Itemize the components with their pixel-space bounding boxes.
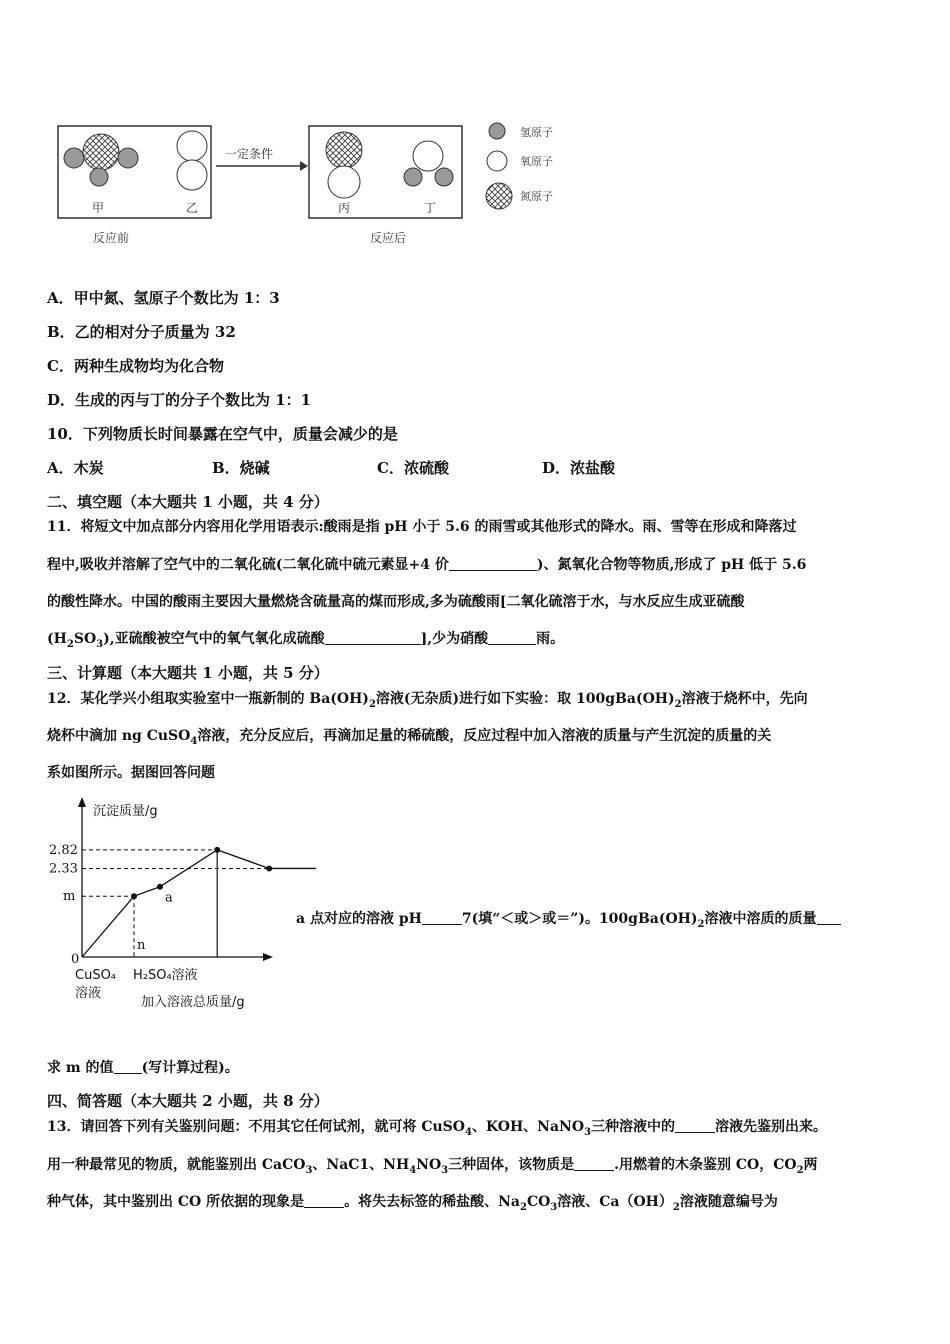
legend-h-label: 氢原子 <box>520 126 553 139</box>
section-2-heading: 二、填空题（本大题共 1 小题，共 4 分） <box>47 493 329 511</box>
q12-last-b: (写计算过程)。 <box>141 1060 239 1076</box>
q12-line-1 <box>47 688 808 710</box>
q13-l2c: NO <box>416 1157 442 1173</box>
sub: 4 <box>464 1126 472 1138</box>
reaction-diagram <box>0 0 600 260</box>
q11-line-2 <box>47 554 806 574</box>
y-axis-arrow-icon <box>78 797 86 807</box>
q10-option-c: C．浓硫酸 <box>377 459 449 477</box>
q13-l3e: 溶液随意编号为 <box>679 1194 778 1210</box>
answer-blank[interactable] <box>325 630 421 645</box>
q12-side-a: a 点对应的溶液 pH <box>296 911 422 927</box>
x-axis-arrow-icon <box>263 953 273 961</box>
sub: 2 <box>796 1164 804 1176</box>
sub: 2 <box>674 698 682 710</box>
o-atom-icon <box>413 141 443 171</box>
q13-l3c: CO <box>526 1194 551 1210</box>
q12-side-text <box>296 908 841 930</box>
sub: 2 <box>66 638 74 650</box>
legend-h-icon <box>489 123 505 139</box>
q11-l4d: ],少为硝酸 <box>420 631 489 647</box>
q12-side-c: 溶液中溶质的质量 <box>704 911 817 927</box>
answer-blank[interactable] <box>114 1059 142 1074</box>
sub: 3 <box>584 1126 591 1138</box>
q12-l2b: 溶液，充分反应后，再滴加足量的稀硫酸，反应过程中加入溶液的质量与产生沉淀的质量的关 <box>197 728 772 744</box>
n-atom-icon <box>326 132 362 168</box>
n-atom-icon <box>83 134 119 170</box>
answer-blank[interactable] <box>675 1118 715 1133</box>
q11-line-4 <box>47 628 564 650</box>
answer-blank[interactable] <box>449 556 537 571</box>
q13-l1a: 13．请回答下列有关鉴别问题：不用其它任何试剂，就可将 CuSO <box>47 1119 465 1135</box>
q12-line-3: 系如图所示。据图回答问题 <box>47 765 215 781</box>
series-line <box>82 850 316 957</box>
q11-l4b: SO <box>73 631 97 647</box>
data-point <box>266 865 272 871</box>
section-4-heading: 四、简答题（本大题共 2 小题，共 8 分） <box>47 1092 329 1110</box>
answer-blank[interactable] <box>574 1156 614 1171</box>
label-bing: 丙 <box>338 201 351 215</box>
sub: 3 <box>96 638 104 650</box>
q12-last-line <box>47 1057 239 1077</box>
sub: 2 <box>672 1201 680 1213</box>
q11-l4a: (H <box>47 631 67 647</box>
q12-line-2 <box>47 725 771 747</box>
h-atom-icon <box>404 168 422 186</box>
q10-option-d: D．浓盐酸 <box>542 459 616 477</box>
q12-l1a: 12．某化学兴小组取实验室中一瓶新制的 Ba(OH) <box>47 691 369 707</box>
legend-n-label: 氮原子 <box>520 190 553 203</box>
region-label-cuso4: CuSO₄ <box>75 968 117 983</box>
q13-line-1 <box>47 1116 827 1138</box>
q13-line-3 <box>47 1191 778 1213</box>
q9-option-a: A．甲中氮、氢原子个数比为 1：3 <box>47 289 280 307</box>
h-atom-icon <box>64 148 84 168</box>
x-mark-label: n <box>137 938 146 953</box>
data-point <box>157 884 163 890</box>
q13-l2f: 两 <box>803 1157 818 1173</box>
point-a-label: a <box>165 890 173 906</box>
o-atom-icon <box>177 160 207 190</box>
o-atom-icon <box>177 131 207 161</box>
y-tick-label: 0 <box>71 952 80 967</box>
q12-side-b: 7(填“＜或＞或＝”)。100gBa(OH) <box>461 911 698 927</box>
y-tick-label: 2.33 <box>49 861 78 877</box>
label-jia: 甲 <box>92 201 105 215</box>
q13-line-2 <box>47 1154 818 1176</box>
y-tick-label: 2.82 <box>49 842 78 858</box>
q10-option-a: A．木炭 <box>47 459 104 477</box>
q9-option-b: B．乙的相对分子质量为 32 <box>47 323 236 341</box>
sub: 2 <box>697 918 705 930</box>
answer-blank[interactable] <box>304 1193 344 1208</box>
caption-after: 反应后 <box>370 231 407 245</box>
label-ding: 丁 <box>424 201 437 215</box>
n-atom-icon <box>328 166 360 198</box>
q13-l2b: 、NaC1、NH <box>312 1157 410 1173</box>
q13-l3d: 溶液、Ca（OH） <box>557 1194 673 1210</box>
h-atom-icon <box>435 168 453 186</box>
q13-l2a: 用一种最常见的物质，就能鉴别出 CaCO <box>47 1157 306 1173</box>
q11-l4c: ),亚硫酸被空气中的氧气氧化成硫酸 <box>103 631 325 647</box>
q12-last: 求 m 的值 <box>47 1060 114 1076</box>
q11-line-1: 11．将短文中加点部分内容用化学用语表示:酸雨是指 pH 小于 5.6 的雨雪或其他形式的降水。雨、雪等在形成和降落过 <box>47 519 797 535</box>
q11-line-2a: 程中,吸收并溶解了空气中的二氧化硫(二氧化硫中硫元素显+4 价 <box>47 557 449 573</box>
h-atom-icon <box>90 168 108 186</box>
q13-l1d: 溶液先鉴别出来。 <box>715 1119 827 1135</box>
y-tick-label: m <box>63 889 76 905</box>
region-label-h2so4: H₂SO₄溶液 <box>133 968 198 983</box>
answer-blank[interactable] <box>488 630 536 645</box>
arrow-label: 一定条件 <box>225 147 274 161</box>
q11-l4e: 雨。 <box>536 631 565 647</box>
answer-blank[interactable] <box>422 910 462 925</box>
answer-blank[interactable] <box>817 910 841 925</box>
q9-option-c: C．两种生成物均为化合物 <box>47 357 224 375</box>
legend-o-icon <box>487 151 507 171</box>
q13-l1c: 三种溶液中的 <box>591 1119 675 1135</box>
legend-o-label: 氧原子 <box>520 155 553 168</box>
q12-l1b: 溶液(无杂质)进行如下实验：取 100gBa(OH) <box>375 691 675 707</box>
sub: 3 <box>305 1164 313 1176</box>
q13-l3b: 。将失去标签的稀盐酸、Na <box>344 1194 520 1210</box>
q10-option-b: B．烧碱 <box>212 459 270 477</box>
sub: 4 <box>190 735 198 747</box>
h-atom-icon <box>118 148 138 168</box>
q13-l1b: 、KOH、NaNO <box>471 1119 585 1135</box>
data-point <box>131 893 137 899</box>
legend-n-icon <box>486 183 512 209</box>
q11-line-2b: )、氮氧化合物等物质,形成了 pH 低于 5.6 <box>536 557 807 573</box>
sub: 3 <box>550 1201 558 1213</box>
sub: 2 <box>519 1201 527 1213</box>
arrow-head-icon <box>300 161 308 171</box>
data-point <box>214 847 220 853</box>
sub: 4 <box>409 1164 417 1176</box>
caption-before: 反应前 <box>93 231 130 245</box>
region-label-solution: 溶液 <box>75 986 102 1001</box>
label-yi: 乙 <box>186 201 199 215</box>
q13-l2e: .用燃着的木条鉴别 CO，CO <box>614 1157 797 1173</box>
y-axis-label: 沉淀质量/g <box>93 804 158 819</box>
q12-l1c: 溶液于烧杯中，先向 <box>681 691 808 707</box>
q9-option-d: D．生成的丙与丁的分子个数比为 1：1 <box>47 391 312 409</box>
x-axis-label: 加入溶液总质量/g <box>141 995 245 1010</box>
sub: 3 <box>441 1164 449 1176</box>
q12-l2a: 烧杯中滴加 ng CuSO <box>47 728 191 744</box>
section-3-heading: 三、计算题（本大题共 1 小题，共 5 分） <box>47 664 329 682</box>
sub: 2 <box>368 698 376 710</box>
q13-l2d: 三种固体，该物质是 <box>448 1157 575 1173</box>
q13-l3a: 种气体，其中鉴别出 CO 所依据的现象是 <box>47 1194 305 1210</box>
q11-line-3: 的酸性降水。中国的酸雨主要因大量燃烧含硫量高的煤而形成,多为硫酸雨[二氧化硫溶于水，与水反应生成亚硫酸 <box>47 594 745 610</box>
q10-stem: 10．下列物质长时间暴露在空气中，质量会减少的是 <box>47 425 398 443</box>
